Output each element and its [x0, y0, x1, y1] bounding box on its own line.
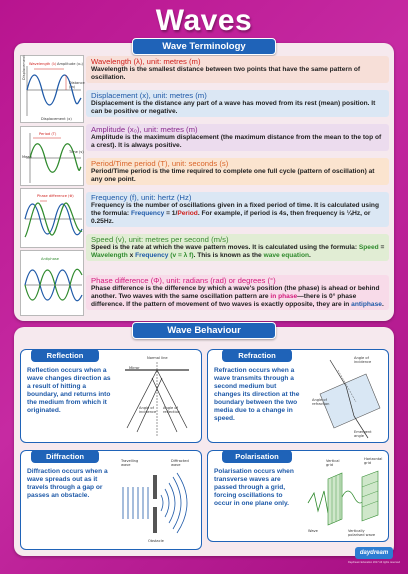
term-wavelength	[86, 56, 389, 83]
reflection-angle-label: Angle of reflection	[163, 406, 180, 414]
formula-equals: = 1/	[164, 210, 178, 218]
term-frequency	[86, 192, 389, 227]
diffraction-body: Diffraction occurs when a wave spreads out as it travels through a gap or passes an obstacle.	[27, 468, 108, 499]
phase-difference-label: Phase difference (Φ)	[37, 194, 74, 198]
term-heading: Speed (v), unit: metres per second (m/s)	[91, 235, 229, 244]
terminology-heading: Wave Terminology	[132, 38, 276, 55]
term-body-text: —there is 0° phase difference. If the pattern of movement of two waves is exactly opposite, they are in	[91, 293, 357, 309]
term-phase-difference	[86, 275, 389, 310]
diffraction-diagram	[117, 465, 199, 543]
term-body-text: Frequency is the number of oscillations given in a fixed period of time. It is calculated using the formula:	[91, 202, 379, 218]
polarisation-title: Polarisation	[222, 450, 292, 463]
term-speed	[86, 234, 389, 261]
term-period	[86, 158, 389, 185]
travelling-wave-label: Travelling wave	[121, 459, 139, 467]
term-body: Period/Time period is the time required to complete one full cycle (pattern of oscillation) at any one point.	[91, 168, 375, 184]
term-displacement	[86, 90, 389, 117]
term-body: Amplitude is the maximum displacement (the maximum distance from the mean to the top of a crest). It is always positive.	[91, 134, 382, 150]
refraction-title: Refraction	[222, 349, 292, 362]
term-amplitude	[86, 124, 389, 151]
antiphase-diagram	[20, 250, 84, 316]
normal-line-label: Normal line	[147, 356, 168, 360]
antiphase-term: antiphase	[351, 301, 382, 309]
term-heading: Displacement (x), unit: metres (m)	[91, 91, 207, 100]
diffraction-card	[20, 450, 202, 550]
term-body	[91, 202, 385, 226]
wavelength-diagram	[20, 55, 84, 123]
phase-diagram	[20, 188, 84, 248]
reflection-body: Reflection occurs when a wave changes direction as a result of hitting a boundary, and returns into the medium from which it originated.	[27, 367, 111, 414]
term-heading: Frequency (f), unit: hertz (Hz)	[91, 193, 192, 202]
refraction-body: Refraction occurs when a wave transmits through a second medium but changes its direction at the boundary between the two media due to a change in speed.	[214, 367, 300, 422]
term-body-text: . For example, if period is 4s, then frequency is ¼Hz, or 0.25Hz.	[91, 210, 371, 226]
diffracted-wave-label: Diffracted wave	[171, 459, 189, 467]
page-title: Waves	[155, 4, 253, 37]
wave-equation-term: wave equation	[263, 252, 309, 260]
incidence-label: Angle of incidence	[139, 406, 157, 414]
phase-wave-svg	[21, 189, 85, 249]
distance-label: Distance (m)	[69, 81, 85, 89]
emergent-angle-label: Emergent angle	[354, 430, 372, 438]
wavelength-wave-svg	[21, 56, 85, 124]
refraction-card	[207, 349, 389, 443]
term-body-text: .	[309, 252, 311, 260]
displacement-axis-label: Displacement	[22, 55, 26, 80]
daydream-logo: daydream	[355, 547, 393, 559]
period-label: Period (T)	[39, 132, 57, 136]
term-body: Wavelength is the smallest distance between two points that have the same pattern of oscillation.	[91, 66, 361, 82]
term-body: Displacement is the distance any part of a wave has moved from its rest (mean) position. It can be positive or negative.	[91, 100, 376, 116]
formula-speed: Speed	[358, 244, 379, 252]
term-body-text: Phase difference is the difference by which a wave's position (the phase) is ahead or behind another. Two waves with the same oscillation pattern are	[91, 285, 380, 301]
time-label: Time (s)	[69, 150, 84, 154]
term-body	[91, 285, 385, 309]
term-body-text: Speed is the rate at which the wave pattern moves. It is calculated using the formula:	[91, 244, 359, 252]
mirror-label: Mirror	[129, 366, 140, 370]
reflection-title: Reflection	[31, 349, 99, 362]
refraction-incidence-label: Angle of incidence	[354, 356, 372, 364]
formula-times: x	[127, 252, 136, 260]
term-body-text: . This is known as the	[193, 252, 264, 260]
displacement-label: Displacement (x)	[41, 117, 72, 121]
behaviour-heading: Wave Behaviour	[132, 322, 276, 339]
term-heading: Phase difference (Φ), unit: radians (rad) or degrees (°)	[91, 276, 276, 285]
polarisation-diagram	[306, 463, 386, 537]
copyright-text: Daydream Education 2017 All rights reserved	[347, 561, 401, 564]
formula-equals: =	[378, 244, 385, 252]
formula-period: Period	[177, 210, 198, 218]
polarisation-card	[207, 450, 389, 542]
term-heading: Wavelength (λ), unit: metres (m)	[91, 57, 201, 66]
diffraction-title: Diffraction	[31, 450, 99, 463]
amplitude-label: Amplitude (x₀)	[57, 62, 83, 66]
polarised-wave-label: Vertically polarised wave	[348, 529, 376, 537]
refraction-angle-label: Angle of refraction	[312, 398, 330, 406]
formula-frequency: Frequency	[130, 210, 165, 218]
formula-symbols: (v = λ f)	[168, 252, 194, 260]
reflection-card	[20, 349, 202, 443]
wavelength-label: Wavelength (λ)	[29, 62, 57, 66]
vertical-grid-label: Vertical grid	[326, 459, 340, 467]
horizontal-grid-label: Horizontal grid	[364, 457, 383, 465]
mean-label: Mean	[22, 155, 32, 159]
antiphase-label: Antiphase	[41, 257, 59, 261]
term-heading: Amplitude (x₀), unit: metres (m)	[91, 125, 198, 134]
term-body	[91, 244, 385, 260]
period-diagram	[20, 126, 84, 186]
wave-label: Wave	[308, 529, 318, 533]
formula-wavelength: Wavelength	[91, 252, 128, 260]
term-body-text: .	[381, 301, 384, 309]
term-heading: Period/Time period (T), unit: seconds (s)	[91, 159, 229, 168]
polarisation-body: Polarisation occurs when transverse waves are passed through a grid, forcing oscillations to occur in one plane only.	[214, 468, 294, 507]
obstacle-label: Obstacle	[148, 539, 164, 543]
in-phase-term: in phase	[270, 293, 298, 301]
formula-frequency: Frequency	[135, 252, 169, 260]
